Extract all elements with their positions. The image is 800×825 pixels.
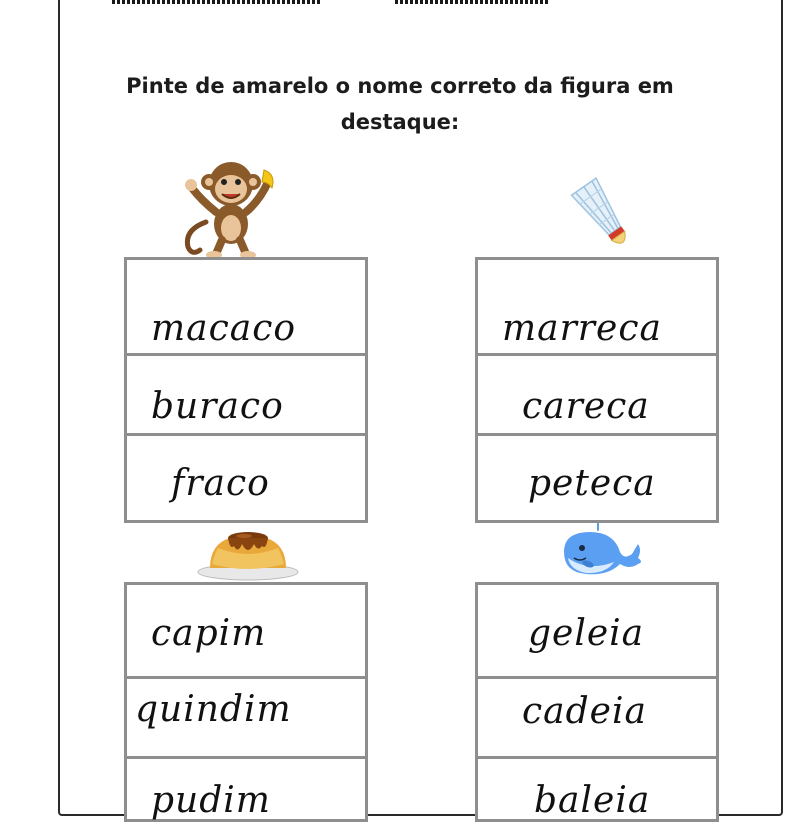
option-cell[interactable] <box>478 356 716 436</box>
option-word: pudim <box>151 780 271 821</box>
name-line-scribble <box>112 0 322 4</box>
option-word: baleia <box>534 780 651 821</box>
instruction-line-2: destaque: <box>340 110 460 134</box>
whale-picture <box>558 518 644 580</box>
option-cell[interactable] <box>127 436 365 520</box>
option-cell[interactable] <box>478 260 716 356</box>
option-cell[interactable] <box>478 436 716 520</box>
option-word: geleia <box>528 613 645 654</box>
option-word: peteca <box>528 463 656 504</box>
option-word: quindim <box>135 689 292 730</box>
option-word: fraco <box>171 463 270 504</box>
option-cell[interactable] <box>478 679 716 759</box>
option-cell[interactable] <box>127 585 365 679</box>
option-cell[interactable] <box>478 585 716 679</box>
option-word: cadeia <box>522 691 647 732</box>
option-cell[interactable] <box>127 759 365 825</box>
option-cell[interactable] <box>127 260 365 356</box>
shuttlecock-picture <box>560 172 650 262</box>
word-card-whale <box>475 582 719 822</box>
option-cell[interactable] <box>127 356 365 436</box>
option-word: capim <box>151 613 267 654</box>
option-word: buraco <box>151 386 284 427</box>
word-card-shuttlecock <box>475 257 719 523</box>
option-word: careca <box>522 386 650 427</box>
option-cell[interactable] <box>127 679 365 759</box>
option-word: marreca <box>502 308 662 349</box>
flan-picture <box>196 520 300 582</box>
word-card-monkey <box>124 257 368 523</box>
option-word: macaco <box>151 308 297 349</box>
instruction-text <box>100 68 700 140</box>
word-card-flan <box>124 582 368 822</box>
instruction-line-1: Pinte de amarelo o nome correto da figura em <box>126 74 674 98</box>
option-cell[interactable] <box>478 759 716 825</box>
monkey-picture <box>176 152 286 258</box>
class-line-scribble <box>395 0 550 4</box>
